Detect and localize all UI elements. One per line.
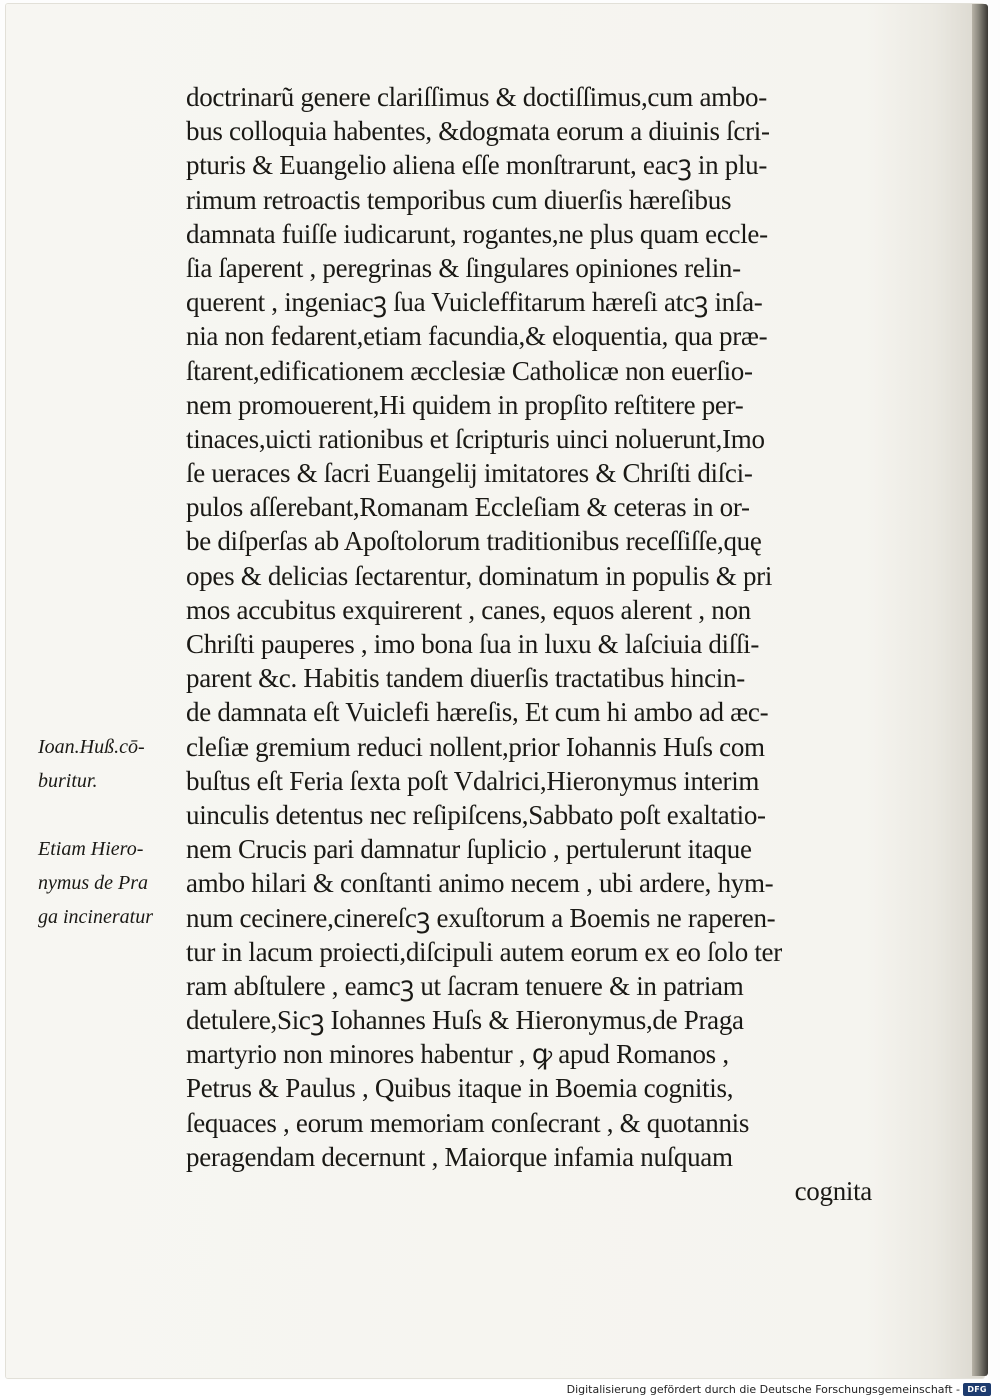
text-line: bus colloquia habentes, &dogmata eorum a diuinis ſcri- <box>186 116 770 147</box>
text-line: damnata fuiſſe iudicarunt, rogantes,ne plus quam eccle- <box>186 218 768 249</box>
text-line: ſe ueraces & ſacri Euangelij imitatores & Chriſti diſci- <box>186 458 753 489</box>
text-line: Chriſti pauperes , imo bona ſua in luxu & laſciuia diſſi- <box>186 629 760 659</box>
text-line: mos accubitus exquirerent , canes, equos alerent , non <box>186 594 751 625</box>
text-line: opes & delicias ſectarentur, dominatum in populis & pri <box>186 560 773 591</box>
page-edge-shadow <box>972 4 988 1376</box>
margin-note-line: ga incineratur <box>38 906 153 928</box>
text-line: Petrus & Paulus , Quibus itaque in Boemia cognitis, <box>186 1073 734 1104</box>
text-line: cleſiæ gremium reduci nollent,prior Iohannis Huſs com <box>186 731 765 762</box>
margin-note-hieronymus <box>38 832 178 934</box>
text-line: ſtarent,edificationem æcclesiæ Catholicæ non euerſio- <box>186 355 753 386</box>
margin-note-line: Ioan.Huß.cō- <box>38 736 145 758</box>
text-line: pulos aſſerebant,Romanam Eccleſiam & ceteras in or- <box>186 492 750 523</box>
text-line: uinculis detentus nec reſipiſcens,Sabbato poſt exaltatio- <box>186 799 766 830</box>
margin-note-line: Etiam Hiero- <box>38 838 144 860</box>
text-line: querent , ingeniacꝫ ſua Vuicleffitarum hæreſi atcꝫ inſa- <box>186 287 763 318</box>
main-text-block <box>186 80 872 1208</box>
text-line: nem promouerent,Hi quidem in propſito reſtitere per- <box>186 389 744 420</box>
text-line: doctrinarũ genere clariſſimus & doctiſſimus,cum ambo- <box>186 82 767 112</box>
text-line: ſequaces , eorum memoriam conſecrant , & quotannis <box>186 1107 750 1138</box>
text-line: be diſperſas ab Apoſtolorum traditionibus receſſiſſe,quę <box>186 526 762 557</box>
text-line: detulere,Sicꝫ Iohannes Huſs & Hieronymus,de Praga <box>186 1005 744 1036</box>
text-line: nia non fedarent,etiam facundia,& eloquentia, qua præ- <box>186 321 768 352</box>
text-line: tinaces,uicti rationibus et ſcripturis uinci noluerunt,Imo <box>186 423 765 454</box>
text-line: pturis & Euangelio aliena eſſe monſtrarunt, eacꝫ in plu- <box>186 150 768 181</box>
text-line: tur in lacum proiecti,diſcipuli autem eorum ex eo ſolo ter <box>186 936 782 967</box>
text-line: martyrio non minores habentur , ꝙ apud Romanos , <box>186 1039 729 1070</box>
funding-credit: Digitalisierung gefördert durch die Deutsche Forschungsgemeinschaft - <box>566 1383 960 1396</box>
text-line: buſtus eſt Feria ſexta poſt Vdalrici,Hieronymus interim <box>186 765 760 796</box>
text-line: ambo hilari & conſtanti animo necem , ubi ardere, hym- <box>186 868 774 899</box>
dfg-logo: DFG <box>963 1383 991 1396</box>
margin-note-line: buritur. <box>38 770 98 792</box>
text-line: de damnata eſt Vuiclefi hæreſis, Et cum hi ambo ad æc- <box>186 697 769 728</box>
text-line: parent &c. Habitis tandem diuerſis tractatibus hincin- <box>186 663 745 694</box>
text-line: num cecinere,cinereſcꝫ exuſtorum a Boemis ne raperen- <box>186 902 776 933</box>
margin-note-line: nymus de Pra <box>38 872 148 894</box>
text-line: rimum retroactis temporibus cum diuerſis hæreſibus <box>186 184 732 215</box>
text-line: peragendam decernunt , Maiorque infamia nuſquam <box>186 1141 733 1172</box>
text-line: nem Crucis pari damnatur ſuplicio , pertulerunt itaque <box>186 834 752 865</box>
text-line: ſia ſaperent , peregrinas & ſingulares opiniones relin- <box>186 252 741 283</box>
catchword: cognita <box>794 1176 872 1206</box>
margin-note-huss <box>38 730 178 798</box>
text-line: ram abſtulere , eamcꝫ ut ſacram tenuere & in patriam <box>186 970 744 1001</box>
